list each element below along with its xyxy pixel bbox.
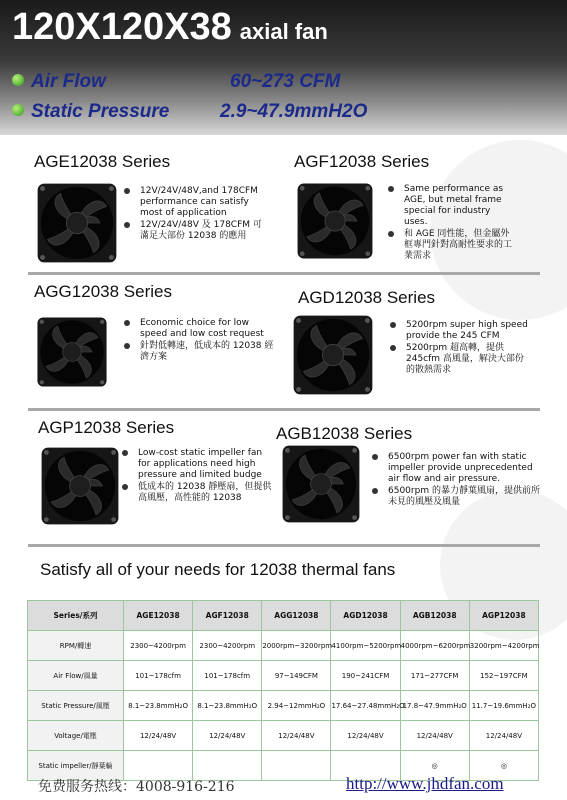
- bullet-text: 12V/24V/48V 及 178CFM 可滿足大部份 12038 的應用: [124, 220, 264, 242]
- title-sub: axial fan: [239, 19, 328, 44]
- spec-value: 60~273 CFM: [230, 71, 341, 92]
- series-title-agp: AGP12038 Series: [38, 418, 175, 437]
- bullet-text: Same performance as AGE, but metal frame special for industry uses.: [388, 184, 513, 228]
- fan-image-agp: [40, 446, 120, 526]
- series-bullets-agp: [122, 448, 274, 505]
- series-title-age: AGE12038 Series: [34, 152, 171, 171]
- table-cell: 12/24/48V: [124, 721, 193, 751]
- fan-image-agd: [290, 314, 376, 396]
- table-cell: 2000rpm~3200rpm: [262, 631, 331, 661]
- fan-image-agf: [296, 182, 374, 260]
- table-cell: 12/24/48V: [400, 721, 469, 751]
- row-label: Static Pressure/風壓: [28, 691, 124, 721]
- series-title-agf: AGF12038 Series: [294, 152, 430, 171]
- series-bullets-agg: [124, 318, 276, 364]
- bullet-text: 6500rpm power fan with static impeller provide unprecedented air flow and air pressure.: [372, 452, 542, 485]
- bullet-text: Low-cost static impeller fan for applications need high pressure and limited budge: [122, 448, 274, 481]
- table-cell: 8.1~23.8mmH₂O: [193, 691, 262, 721]
- table-header-cell: AGD12038: [331, 601, 400, 631]
- table-cell: 8.1~23.8mmH₂O: [124, 691, 193, 721]
- series-bullets-age: [124, 186, 264, 243]
- divider: [28, 272, 540, 275]
- table-row: [28, 631, 539, 661]
- fan-image-agb: [280, 444, 362, 524]
- bullet-text: Economic choice for low speed and low cost request: [124, 318, 276, 340]
- spec-label: Air Flow: [31, 71, 106, 92]
- spec-static-pressure: [12, 101, 368, 123]
- series-title-agb: AGB12038 Series: [276, 424, 413, 443]
- spec-table: [27, 600, 539, 781]
- header-banner: [0, 0, 567, 135]
- table-cell: 3200rpm~4200rpm: [469, 631, 538, 661]
- table-cell: 2.94~12mmH₂O: [262, 691, 331, 721]
- table-cell: 12/24/48V: [193, 721, 262, 751]
- table-row: [28, 691, 539, 721]
- row-label: Static impeller/靜葉輪: [28, 751, 124, 781]
- table-cell: 4000rpm~6200rpm: [400, 631, 469, 661]
- table-row: [28, 721, 539, 751]
- bullet-text: 6500rpm 的暴力靜葉風扇，提供前所未見的風壓及風量: [372, 486, 542, 508]
- row-label: RPM/轉速: [28, 631, 124, 661]
- table-cell: 11.7~19.6mmH₂O: [469, 691, 538, 721]
- table-cell: 17.64~27.48mmH₂O: [331, 691, 400, 721]
- table-row: [28, 661, 539, 691]
- table-cell: [262, 751, 331, 781]
- table-cell: 4100rpm~5200rpm: [331, 631, 400, 661]
- bullet-text: 低成本的 12038 靜壓扇，但提供高風壓，高性能的 12038: [122, 482, 274, 504]
- spec-label: Static Pressure: [31, 101, 170, 122]
- table-cell: 171~277CFM: [400, 661, 469, 691]
- bullet-text: 12V/24V/48V,and 178CFM performance can satisfy most of application: [124, 186, 264, 219]
- table-cell: 190~241CFM: [331, 661, 400, 691]
- table-cell: 2300~4200rpm: [193, 631, 262, 661]
- page-title: [12, 6, 328, 49]
- table-cell: 12/24/48V: [331, 721, 400, 751]
- spec-airflow: [12, 71, 341, 93]
- series-bullets-agb: [372, 452, 542, 509]
- fan-image-age: [36, 182, 118, 264]
- divider: [28, 408, 540, 411]
- table-header-cell: AGP12038: [469, 601, 538, 631]
- table-cell: 2300~4200rpm: [124, 631, 193, 661]
- bullet-text: 和 AGE 同性能，但金屬外框專門針對高耐性要求的工業需求: [388, 229, 513, 262]
- tagline: Satisfy all of your needs for 12038 thermal fans: [40, 560, 396, 579]
- table-header-cell: AGE12038: [124, 601, 193, 631]
- hotline-text: 免费服务热线：4008-916-216: [38, 779, 235, 795]
- series-bullets-agf: [388, 184, 513, 263]
- bullet-text: 針對低轉速，低成本的 12038 經濟方案: [124, 341, 276, 363]
- table-cell: 97~149CFM: [262, 661, 331, 691]
- table-header-cell: AGG12038: [262, 601, 331, 631]
- green-bullet-icon: [12, 74, 24, 86]
- website-link[interactable]: http://www.jhdfan.com: [346, 774, 504, 793]
- green-bullet-icon: [12, 104, 24, 116]
- divider: [28, 544, 540, 547]
- table-cell: 12/24/48V: [262, 721, 331, 751]
- bullet-text: 5200rpm super high speed provide the 245 CFM: [390, 320, 530, 342]
- series-bullets-agd: [390, 320, 530, 377]
- table-cell: 12/24/48V: [469, 721, 538, 751]
- spec-value: 2.9~47.9mmH2O: [220, 101, 368, 122]
- table-cell: ◎: [400, 751, 469, 781]
- row-label: Voltage/電壓: [28, 721, 124, 751]
- table-header-cell: AGB12038: [400, 601, 469, 631]
- table-cell: 152~197CFM: [469, 661, 538, 691]
- table-cell: 101~178cfm: [124, 661, 193, 691]
- fan-image-agg: [36, 316, 108, 388]
- table-cell: ◎: [469, 751, 538, 781]
- table-cell: 101~178cfm: [193, 661, 262, 691]
- row-label: Air Flow/風量: [28, 661, 124, 691]
- title-main: 120X120X38: [12, 6, 232, 48]
- bullet-text: 5200rpm 超高轉，提供 245cfm 高風量，解決大部份的散熱需求: [390, 343, 530, 376]
- series-title-agg: AGG12038 Series: [34, 282, 172, 301]
- table-header-cell: AGF12038: [193, 601, 262, 631]
- series-title-agd: AGD12038 Series: [298, 288, 436, 307]
- table-header-cell: Series/系列: [28, 601, 124, 631]
- table-header-row: [28, 601, 539, 631]
- table-cell: 17.8~47.9mmH₂O: [400, 691, 469, 721]
